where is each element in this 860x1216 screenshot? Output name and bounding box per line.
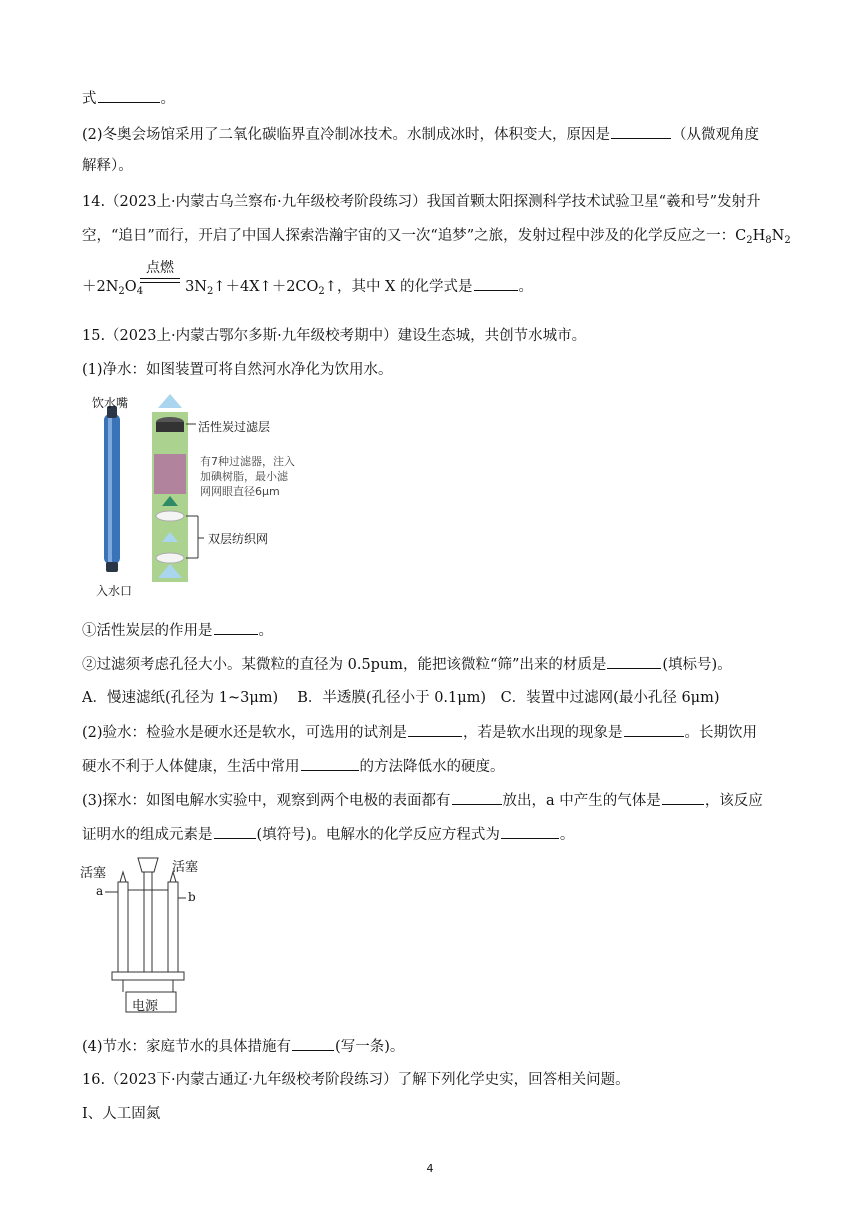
subscript: 4 <box>136 286 144 297</box>
text-line <box>82 226 791 246</box>
answer-blank[interactable] <box>501 824 559 839</box>
text: (写一条)。 <box>335 1039 405 1055</box>
subscript: 2 <box>318 286 325 297</box>
arrow-up-icon <box>158 394 182 408</box>
right-tube <box>168 882 178 974</box>
text: 式 <box>82 91 97 107</box>
inlet-cap <box>106 562 118 572</box>
left-tube <box>118 882 128 974</box>
mesh-layer <box>156 553 184 563</box>
subscript: 2 <box>118 286 125 297</box>
text: (4)节水：家庭节水的具体措施有 <box>82 1039 292 1055</box>
text-line <box>82 276 533 297</box>
condition-text: 点燃 <box>146 260 174 276</box>
text: 解释）。 <box>82 158 133 174</box>
text: 硬水不利于人体健康，生活中常用 <box>82 759 300 775</box>
text: (2)验水：检验水是硬水还是软水，可选用的试剂是 <box>82 725 408 741</box>
text: ↑，其中 X 的化学式是 <box>324 279 473 295</box>
text: 。 <box>258 623 273 639</box>
answer-blank[interactable] <box>214 824 256 839</box>
water-purifier-figure <box>86 392 336 602</box>
text-line <box>82 790 763 811</box>
resin-layer <box>154 454 186 494</box>
text-line <box>82 756 505 777</box>
answer-blank[interactable] <box>474 276 518 291</box>
answer-blank[interactable] <box>611 124 671 139</box>
subscript: 2 <box>746 235 753 246</box>
label-outlet: 饮水嘴 <box>92 396 129 410</box>
text: (填标号)。 <box>662 657 732 673</box>
text: ＋2N <box>82 279 119 295</box>
text: ，该反应 <box>704 793 763 809</box>
question-16 <box>82 1070 630 1090</box>
label-b: b <box>188 890 196 904</box>
text-line <box>82 722 757 743</box>
question-14 <box>82 192 761 212</box>
options-line <box>82 688 720 708</box>
answer-blank[interactable] <box>301 756 359 771</box>
funnel <box>138 858 158 872</box>
text: 。 <box>518 279 533 295</box>
text: N <box>771 228 785 244</box>
text: (3)探水：如图电解水实验中，观察到两个电极的表面都有 <box>82 793 451 809</box>
answer-blank[interactable] <box>662 790 704 805</box>
label-filters: 有7种过滤器，注入 加碘树脂，最小滤 网网眼直径6μm <box>200 455 295 498</box>
text: ②过滤须考虑孔径大小。某微粒的直径为 0.5pum，能把该微粒“筛”出来的材质是 <box>82 657 607 673</box>
text: 证明水的组成元素是 <box>82 827 213 843</box>
label-a: a <box>96 884 104 898</box>
text: A．慢速滤纸(孔径为 1~3μm) B．半透膜(孔径小于 0.1μm) C．装置中过滤网(最小孔径 6μm) <box>82 690 720 706</box>
text: 的方法降低水的硬度。 <box>359 759 505 775</box>
text: ↑＋4X↑＋2CO <box>213 279 319 295</box>
text: H <box>752 228 766 244</box>
question-15 <box>82 326 586 346</box>
text: (填符号)。电解水的化学反应方程式为 <box>256 827 500 843</box>
answer-blank[interactable] <box>607 654 661 669</box>
electrolysis-figure <box>80 852 220 1017</box>
answer-blank[interactable] <box>292 1036 334 1051</box>
subscript: 8 <box>765 235 772 246</box>
subscript: 2 <box>784 235 791 246</box>
label-mesh: 双层纺织网 <box>208 532 269 546</box>
answer-blank[interactable] <box>408 722 462 737</box>
text-line <box>82 124 759 145</box>
label-inlet: 入水口 <box>96 584 133 598</box>
text-line <box>82 156 133 176</box>
label-power: 电源 <box>132 999 159 1014</box>
text: ①活性炭层的作用是 <box>82 623 213 639</box>
text: （从微观角度 <box>672 127 760 143</box>
text: 。 <box>559 827 575 843</box>
label-valve-right: 活塞 <box>172 860 199 875</box>
text: ，若是软水出现的现象是 <box>463 725 623 741</box>
label-carbon: 活性炭过滤层 <box>198 420 271 434</box>
page-number: 4 <box>426 1162 434 1175</box>
text-line <box>82 824 574 845</box>
text: (2)冬奥会场馆采用了二氧化碳临界直冷制冰技术。水制成冰时，体积变大，原因是 <box>82 127 611 143</box>
answer-blank[interactable] <box>98 88 160 103</box>
text: I、人工固氮 <box>82 1106 161 1122</box>
reaction-condition <box>140 257 180 277</box>
text: 空，“追日”而行，开启了中国人探索浩瀚宇宙的又一次“追梦”之旅，发射过程中涉及的化学反应之一：C <box>82 228 747 244</box>
text: (1)净水：如图装置可将自然河水净化为饮用水。 <box>82 362 393 378</box>
text-line <box>82 88 175 109</box>
mesh-layer <box>156 511 184 521</box>
text: 16.（2023下·内蒙古通辽·九年级校考阶段练习）了解下列化学史实，回答相关问题。 <box>82 1072 630 1088</box>
text-line <box>82 1104 160 1124</box>
text: 14.（2023上·内蒙古乌兰察布·九年级校考阶段练习）我国首颗太阳探测科学技术试验卫星“羲和号”发射升 <box>82 194 761 210</box>
text: 。 <box>160 91 175 107</box>
text: O <box>124 279 137 295</box>
label-valve-left: 活塞 <box>80 866 107 881</box>
text: 3N <box>185 279 207 295</box>
answer-blank[interactable] <box>452 790 502 805</box>
text: 15.（2023上·内蒙古鄂尔多斯·九年级校考期中）建设生态城，共创节水城市。 <box>82 328 587 344</box>
answer-blank[interactable] <box>624 722 684 737</box>
text: 。长期饮用 <box>684 725 758 741</box>
subscript: 2 <box>206 286 214 297</box>
answer-blank[interactable] <box>214 620 258 635</box>
text: 放出，a 中产生的气体是 <box>502 793 661 809</box>
text-line <box>82 620 273 641</box>
text-line <box>82 654 732 675</box>
left-valve <box>120 872 126 882</box>
text-line <box>82 1036 404 1057</box>
text-line <box>82 360 393 380</box>
